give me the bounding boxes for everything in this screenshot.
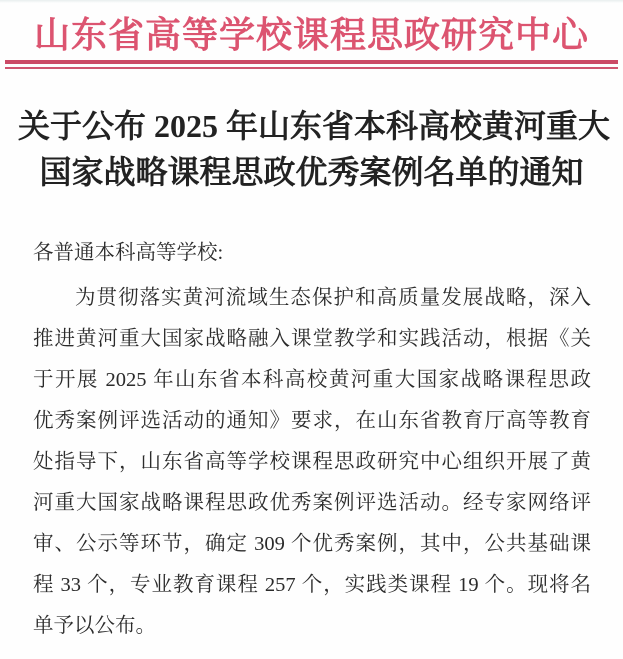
salutation: 各普通本科高等学校:: [33, 242, 224, 264]
document-title-line-1: 关于公布 2025 年山东省本科高校黄河重大: [18, 108, 611, 144]
document-body: [33, 233, 591, 647]
letterhead-double-rule: [5, 60, 618, 69]
body-line-4: 优秀案例评选活动的通知》要求，在山东省教育厅高等教育: [33, 410, 591, 432]
scan-artifact-top: [0, 0, 623, 3]
body-line-6: 河重大国家战略课程思政优秀案例评选活动。经专家网络评: [33, 492, 591, 514]
body-line-2: 推进黄河重大国家战略融入课堂教学和实践活动，根据《关: [33, 328, 591, 350]
rule-thin: [5, 67, 618, 69]
document-title-line-2: 国家战略课程思政优秀案例名单的通知: [39, 154, 584, 190]
org-name-title: 山东省高等学校课程思政研究中心: [33, 15, 589, 55]
body-line-5: 处指导下，山东省高等学校课程思政研究中心组织开展了黄: [33, 451, 591, 473]
body-line-8: 程 33 个，专业教育课程 257 个，实践类课程 19 个。现将名: [33, 574, 591, 596]
document-letterhead: [0, 0, 623, 69]
body-line-1: 为贯彻落实黄河流域生态保护和高质量发展战略，深入: [75, 287, 591, 309]
body-line-3: 于开展 2025 年山东省本科高校黄河重大国家战略课程思政: [33, 369, 591, 391]
document-title: [18, 103, 611, 195]
body-line-9: 单予以公布。: [33, 615, 156, 637]
body-line-7: 审、公示等环节，确定 309 个优秀案例，其中，公共基础课: [33, 533, 591, 555]
